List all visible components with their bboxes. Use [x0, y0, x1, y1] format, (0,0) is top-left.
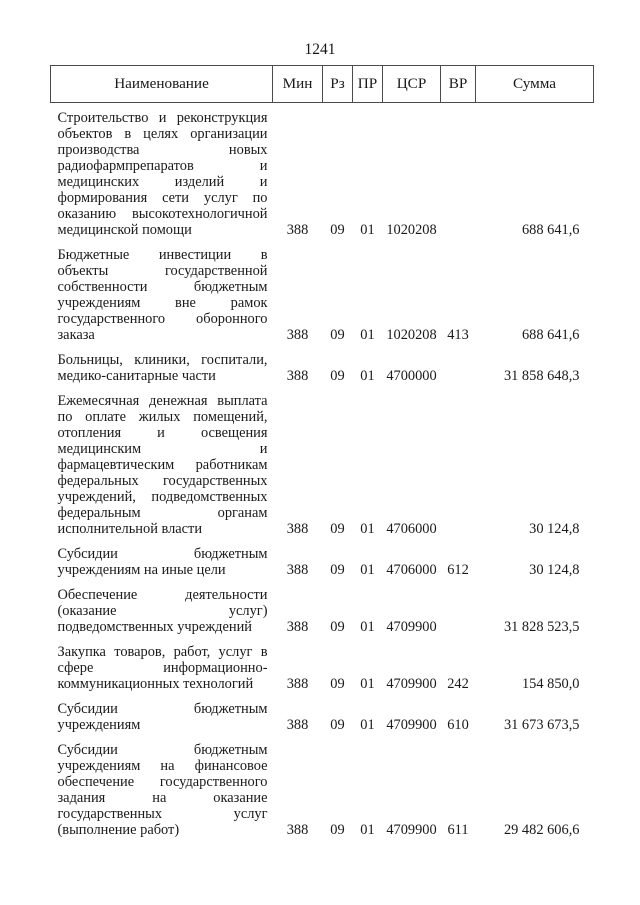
table-row — [51, 537, 594, 578]
row-name-cell: Строительство и реконструкция объектов в целях организации производства новых радиофармпрепаратов и медицинских изделий и формирования сети услуг по оказанию высокотехнологичной медицинской помощи — [57, 110, 268, 238]
row-rz-cell: 09 — [330, 327, 345, 343]
column-header-rz: Рз — [323, 66, 353, 103]
row-name-cell: Ежемесячная денежная выплата по оплате жилых помещений, отопления и освещения медицинским и фармацевтическим работникам федеральных государственных учреждений, подведомственных федеральным органам исполнительной власти — [57, 393, 268, 537]
row-min-cell: 388 — [286, 521, 309, 537]
page-number: 1241 — [304, 41, 336, 58]
column-header-csr: ЦСР — [383, 66, 441, 103]
row-min-cell: 388 — [286, 222, 309, 238]
column-header-summa: Сумма — [476, 66, 594, 103]
row-summa-cell: 30 124,8 — [529, 562, 580, 578]
column-header-pr: ПР — [353, 66, 383, 103]
row-rz-cell: 09 — [330, 822, 345, 838]
row-summa-cell: 31 828 523,5 — [503, 619, 580, 635]
row-rz-cell: 09 — [330, 521, 345, 537]
row-csr-cell: 4706000 — [386, 521, 437, 537]
row-name-cell: Обеспечение деятельности (оказание услуг) подведомственных учреждений — [57, 587, 268, 635]
row-rz-cell: 09 — [330, 562, 345, 578]
row-min-cell: 388 — [286, 822, 309, 838]
row-min-cell: 388 — [286, 368, 309, 384]
row-csr-cell: 4709900 — [386, 717, 437, 733]
column-header-name: Наименование — [51, 66, 273, 103]
row-vr-cell — [441, 343, 476, 384]
row-vr-cell: 413 — [447, 327, 469, 343]
row-name-cell: Субсидии бюджетным учреждениям на иные цели — [57, 546, 268, 578]
row-rz-cell: 09 — [330, 368, 345, 384]
row-summa-cell: 154 850,0 — [521, 676, 580, 692]
row-min-cell: 388 — [286, 619, 309, 635]
row-pr-cell: 01 — [360, 822, 375, 838]
row-vr-cell — [441, 578, 476, 635]
row-summa-cell: 31 858 648,3 — [503, 368, 580, 384]
row-csr-cell: 4709900 — [386, 822, 437, 838]
row-csr-cell: 4709900 — [386, 619, 437, 635]
row-name-cell: Субсидии бюджетным учреждениям на финансовое обеспечение государственного задания на оказание государственных услуг (выполнение работ) — [57, 742, 268, 838]
table-row — [51, 635, 594, 692]
table-row — [51, 692, 594, 733]
budget-table-body — [51, 103, 594, 839]
row-rz-cell: 09 — [330, 222, 345, 238]
table-row — [51, 238, 594, 343]
row-rz-cell: 09 — [330, 619, 345, 635]
row-min-cell: 388 — [286, 327, 309, 343]
row-min-cell: 388 — [286, 562, 309, 578]
table-row — [51, 343, 594, 384]
row-csr-cell: 4706000 — [386, 562, 437, 578]
row-pr-cell: 01 — [360, 619, 375, 635]
row-name-cell: Бюджетные инвестиции в объекты государственной собственности бюджетным учреждениям вне рамок государственного оборонного заказа — [57, 247, 268, 343]
row-rz-cell: 09 — [330, 717, 345, 733]
row-pr-cell: 01 — [360, 327, 375, 343]
row-vr-cell: 610 — [447, 717, 469, 733]
row-summa-cell: 31 673 673,5 — [503, 717, 580, 733]
row-pr-cell: 01 — [360, 521, 375, 537]
row-name-cell: Закупка товаров, работ, услуг в сфере информационно-коммуникационных технологий — [57, 644, 268, 692]
row-min-cell: 388 — [286, 717, 309, 733]
budget-table-header — [51, 66, 594, 103]
row-summa-cell: 688 641,6 — [521, 327, 580, 343]
column-header-min: Мин — [273, 66, 323, 103]
table-row — [51, 103, 594, 239]
row-vr-cell — [441, 384, 476, 537]
row-csr-cell: 4700000 — [386, 368, 437, 384]
row-summa-cell: 29 482 606,6 — [503, 822, 580, 838]
row-vr-cell — [441, 103, 476, 239]
row-pr-cell: 01 — [360, 562, 375, 578]
table-row — [51, 384, 594, 537]
row-pr-cell: 01 — [360, 676, 375, 692]
column-header-vr: ВР — [441, 66, 476, 103]
row-pr-cell: 01 — [360, 222, 375, 238]
row-name-cell: Больницы, клиники, госпитали, медико-санитарные части — [57, 352, 268, 384]
row-csr-cell: 1020208 — [386, 222, 437, 238]
row-vr-cell: 242 — [447, 676, 469, 692]
row-pr-cell: 01 — [360, 368, 375, 384]
row-summa-cell: 688 641,6 — [521, 222, 580, 238]
row-rz-cell: 09 — [330, 676, 345, 692]
row-vr-cell: 612 — [447, 562, 469, 578]
row-vr-cell: 611 — [447, 822, 469, 838]
row-summa-cell: 30 124,8 — [529, 521, 580, 537]
row-name-cell: Субсидии бюджетным учреждениям — [57, 701, 268, 733]
budget-table — [50, 65, 594, 838]
row-pr-cell: 01 — [360, 717, 375, 733]
header-row — [51, 66, 594, 103]
table-row — [51, 578, 594, 635]
row-csr-cell: 4709900 — [386, 676, 437, 692]
table-row — [51, 733, 594, 838]
row-csr-cell: 1020208 — [386, 327, 437, 343]
row-min-cell: 388 — [286, 676, 309, 692]
